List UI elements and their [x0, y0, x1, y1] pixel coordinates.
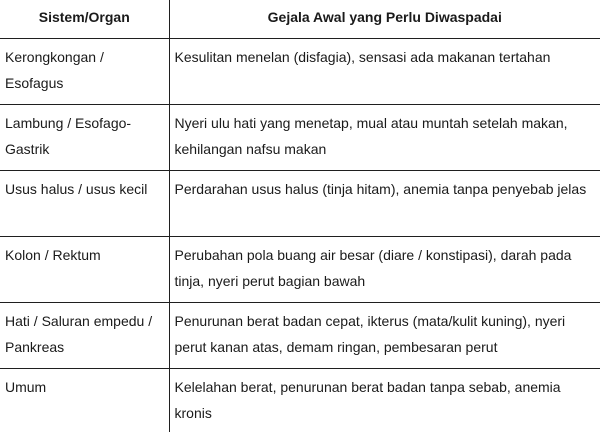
table-row	[0, 369, 600, 432]
table-row	[0, 105, 600, 171]
organ-cell: Usus halus / usus kecil	[0, 171, 169, 237]
symptom-cell: Penurunan berat badan cepat, ikterus (mata/kulit kuning), nyeri perut kanan atas, demam ringan, pembesaran perut	[169, 303, 600, 369]
organ-cell: Umum	[0, 369, 169, 432]
organ-cell: Hati / Saluran empedu / Pankreas	[0, 303, 169, 369]
header-organ: Sistem/Organ	[0, 0, 169, 39]
table-row	[0, 171, 600, 237]
symptom-cell: Perdarahan usus halus (tinja hitam), anemia tanpa penyebab jelas	[169, 171, 600, 237]
organ-cell: Lambung / Esofago-Gastrik	[0, 105, 169, 171]
header-symptom: Gejala Awal yang Perlu Diwaspadai	[169, 0, 600, 39]
organ-cell: Kerongkongan / Esofagus	[0, 39, 169, 105]
symptom-cell: Nyeri ulu hati yang menetap, mual atau muntah setelah makan, kehilangan nafsu makan	[169, 105, 600, 171]
table-row	[0, 237, 600, 303]
organ-cell: Kolon / Rektum	[0, 237, 169, 303]
table-row	[0, 303, 600, 369]
table-header-row	[0, 0, 600, 39]
symptom-cell: Kesulitan menelan (disfagia), sensasi ada makanan tertahan	[169, 39, 600, 105]
table-row	[0, 39, 600, 105]
symptom-cell: Perubahan pola buang air besar (diare / konstipasi), darah pada tinja, nyeri perut bagian bawah	[169, 237, 600, 303]
symptom-cell: Kelelahan berat, penurunan berat badan tanpa sebab, anemia kronis	[169, 369, 600, 432]
